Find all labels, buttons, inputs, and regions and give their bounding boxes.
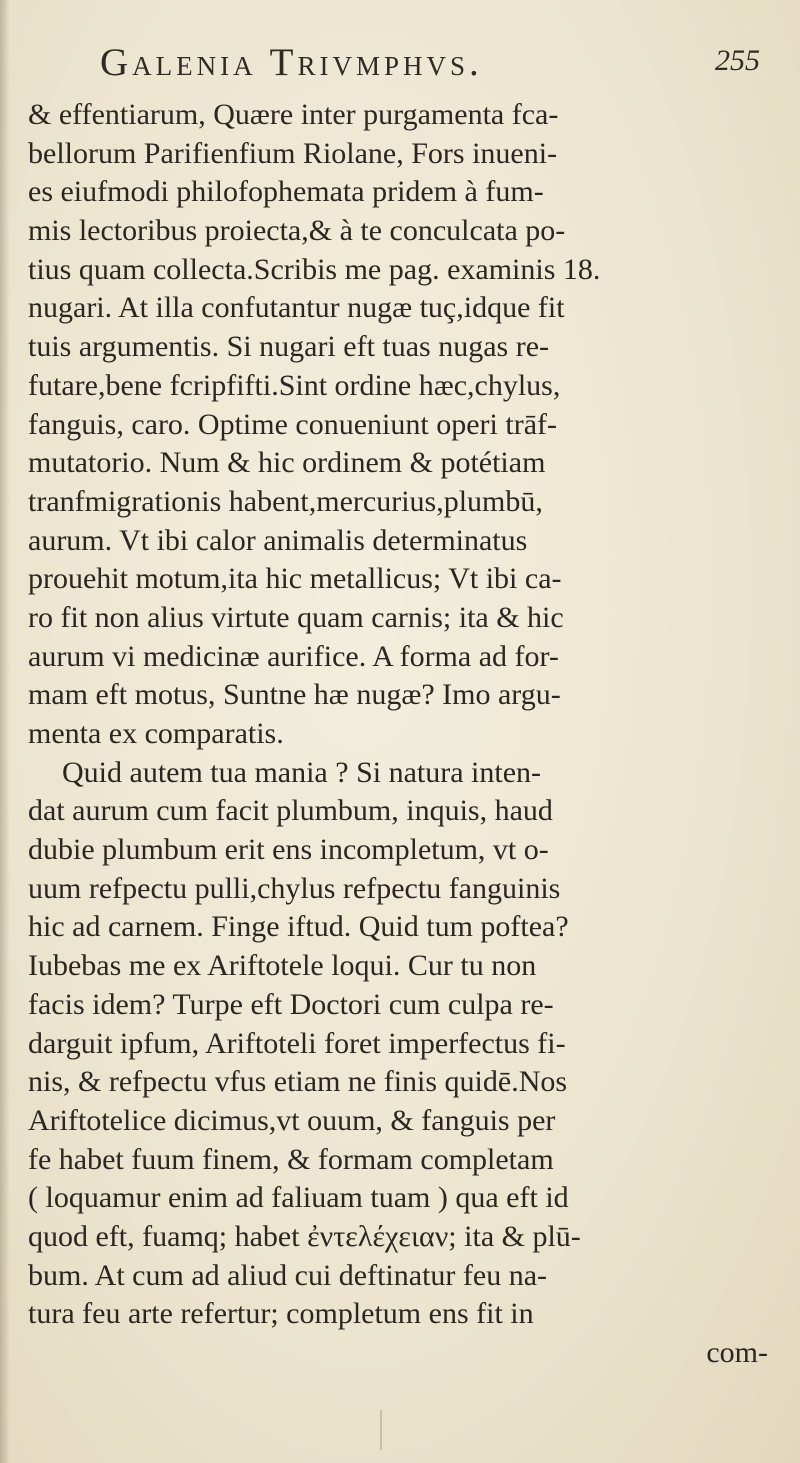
body-text [28, 96, 768, 1373]
running-title: Galenia Trivmphvs. [100, 41, 483, 84]
text-line: Iubebas me ex Ariftotele loqui. Cur tu non [28, 949, 537, 983]
catchword: com- [706, 1336, 768, 1369]
page-gutter-shadow [0, 0, 10, 1463]
text-line: uum refpectu pulli,chylus refpectu fanguinis [28, 871, 561, 905]
text-line: Quid autem tua mania ? Si natura inten- [62, 755, 542, 789]
text-line: facis idem? Turpe eft Doctori cum culpa re- [28, 987, 554, 1021]
text-line: prouehit motum,ita hic metallicus; Vt ibi ca- [28, 562, 562, 596]
text-line: bum. At cum ad aliud cui deftinatur feu na- [28, 1258, 548, 1292]
text-line: fe habet fuum finem, & formam completam [28, 1142, 554, 1176]
text-line: tius quam collecta.Scribis me pag. examinis 18. [28, 252, 601, 286]
text-line: mam eft motus, Suntne hæ nugæ? Imo argu- [28, 678, 561, 712]
text-line: tranfmigrationis habent,mercurius,plumbū, [28, 484, 543, 518]
text-line: ro fit non alius virtute quam carnis; ita & hic [28, 600, 564, 634]
page-header [100, 40, 760, 86]
text-line: dubie plumbum erit ens incompletum, vt o- [28, 833, 549, 867]
text-line: fanguis, caro. Optime conueniunt operi trāf- [28, 407, 557, 441]
text-line: futare,bene fcripfifti.Sint ordine hæc,chylus, [28, 368, 561, 402]
text-line: darguit ipfum, Ariftoteli foret imperfectus fi- [28, 1026, 566, 1060]
text-line: tura feu arte refertur; completum ens fit in [28, 1297, 534, 1331]
text-line: bellorum Parifienfium Riolane, Fors inueni- [28, 136, 558, 170]
text-line: aurum vi medicinæ aurifice. A forma ad for- [28, 639, 559, 673]
text-line: dat aurum cum facit plumbum, inquis, haud [28, 794, 553, 828]
text-line: nugari. At illa confutantur nugæ tuç,idque fit [28, 291, 565, 325]
text-line: es eiufmodi philofophemata pridem à fum- [28, 175, 544, 209]
text-line: ( loquamur enim ad faliuam tuam ) qua eft id [28, 1181, 569, 1215]
text-line: hic ad carnem. Finge iftud. Quid tum poftea? [28, 910, 569, 944]
paper-blemish [380, 1410, 382, 1450]
text-line: tuis argumentis. Si nugari eft tuas nugas re- [28, 330, 550, 364]
text-line: mis lectoribus proiecta,& à te conculcata po- [28, 214, 566, 248]
text-line: mutatorio. Num & hic ordinem & potétiam [28, 446, 546, 480]
text-line: & effentiarum, Quære inter purgamenta fca- [28, 98, 559, 131]
page-number: 255 [715, 44, 760, 77]
text-line: menta ex comparatis. [28, 717, 284, 750]
text-line: nis, & refpectu vfus etiam ne finis quidē.Nos [28, 1065, 568, 1099]
text-line: quod eft, fuamq; habet ἐντελέχειαν; ita & plū- [28, 1219, 581, 1253]
text-line: Ariftotelice dicimus,vt ouum, & fanguis per [28, 1103, 556, 1137]
text-line: aurum. Vt ibi calor animalis determinatus [28, 523, 528, 557]
